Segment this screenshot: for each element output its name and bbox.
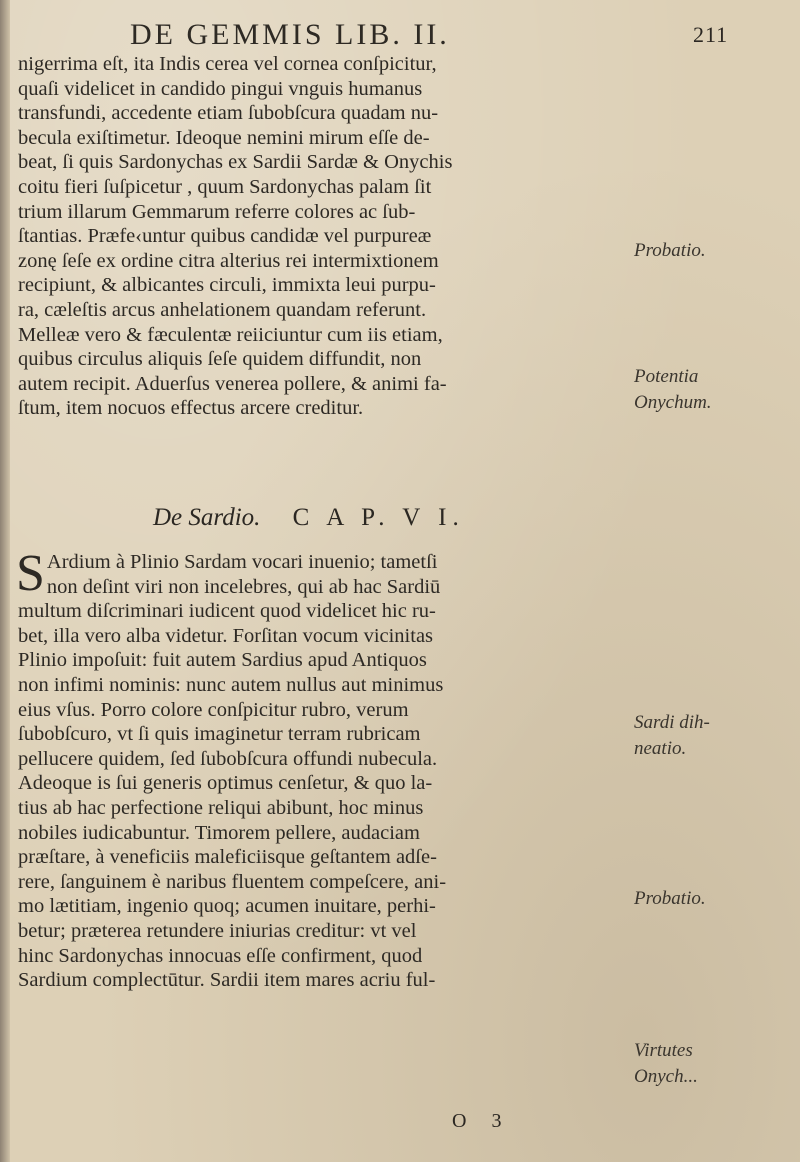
text-line: non infimi nominis: nunc autem nullus aut minimus (18, 673, 444, 696)
text-line: trium illarum Gemmarum referre colores ac ſub- (18, 200, 416, 223)
text-line: Plinio impoſuit: fuit autem Sardius apud Antiquos (18, 649, 427, 672)
text-line: ſtum, item nocuos effectus arcere creditur. (18, 397, 364, 420)
text-line-dropcap-2: non deſint viri non incelebres, qui ab hac Sardiū (46, 575, 441, 598)
text-line: becula exiſtimetur. Ideoque nemini mirum eſſe de- (18, 126, 430, 149)
body-text-paragraph-2 (16, 545, 628, 993)
text-line: recipiunt, & albicantes circuli, immixta leui purpu- (18, 274, 436, 297)
body-text-paragraph-1 (18, 52, 628, 421)
text-line: eius vſus. Porro colore conſpicitur rubro, verum (18, 698, 409, 721)
text-line: multum diſcriminari iudicent quod videlicet hic ru- (18, 600, 436, 623)
text-line: Sardium complectūtur. Sardii item mares acriu ful- (18, 969, 436, 992)
page-gutter-shadow (0, 0, 10, 1162)
chapter-number: C A P. V I. (292, 504, 465, 531)
text-line: betur; præterea retundere iniurias creditur: vt vel (18, 919, 417, 942)
running-head: DE GEMMIS LIB. II. (130, 18, 450, 51)
marginal-note: Virtutes (634, 1040, 693, 1061)
signature-mark: O 3 (452, 1110, 512, 1132)
text-line: autem recipit. Aduerſus venerea pollere, & animi fa- (18, 372, 447, 395)
text-line-dropcap-1: Ardium à Plinio Sardam vocari inuenio; tametſi (46, 551, 438, 573)
marginal-note: Probatio. (634, 888, 706, 909)
text-line: ſtantias. Præfe‹untur quibus candidæ vel purpureæ (18, 225, 432, 248)
text-line (16, 545, 628, 602)
text-line: Adeoque is ſui generis optimus cenſetur, & quo la- (18, 772, 433, 795)
text-line: mo lætitiam, ingenio quoq; acumen inuitare, perhi- (18, 895, 436, 918)
text-line: transfundi, accedente etiam ſubobſcura quadam nu- (18, 102, 439, 125)
text-line: zonę ſeſe ex ordine citra alterius rei intermixtionem (18, 249, 439, 272)
marginal-note: neatio. (634, 738, 687, 759)
text-line: nigerrima eſt, ita Indis cerea vel cornea conſpicitur, (18, 53, 437, 75)
text-line: quaſi videlicet in candido pingui vnguis humanus (18, 77, 423, 100)
text-line: ra, cæleſtis arcus anhelationem quandam referunt. (18, 298, 427, 321)
drop-capital: S (16, 545, 45, 602)
text-line: ſubobſcuro, vt ſi quis imaginetur terram rubricam (18, 723, 421, 746)
text-line: coitu fieri ſuſpicetur , quum Sardonychas palam ſit (18, 175, 432, 198)
chapter-heading (153, 504, 465, 532)
text-line: beat, ſi quis Sardonychas ex Sardii Sardæ & Onychis (18, 151, 453, 174)
marginal-note: Probatio. (634, 240, 706, 261)
marginal-note: Onychum. (634, 392, 712, 413)
text-line: quibus circulus aliquis ſeſe quidem diffundit, non (18, 348, 422, 371)
page-number: 211 (693, 22, 729, 47)
marginal-note: Onych... (634, 1066, 698, 1087)
marginal-note: Sardi dih- (634, 712, 710, 733)
chapter-title: De Sardio. (153, 504, 261, 531)
text-line: pellucere quidem, ſed ſubobſcura offundi nubecula. (18, 747, 438, 770)
text-line: tius ab hac perfectione reliqui abibunt, hoc minus (18, 796, 424, 819)
text-line: Melleæ vero & fæculentæ reiiciuntur cum iis etiam, (18, 323, 443, 346)
text-line: bet, illa vero alba videtur. Forſitan vocum vicinitas (18, 624, 434, 647)
text-line: hinc Sardonychas innocuas eſſe confirment, quod (18, 944, 423, 967)
marginal-note: Potentia (634, 366, 699, 387)
text-line: nobiles iudicabuntur. Timorem pellere, audaciam (18, 821, 420, 844)
text-line: præſtare, à veneficiis maleficiisque geſtantem adſe- (18, 846, 437, 869)
text-line: rere, ſanguinem è naribus fluentem compeſcere, ani- (18, 870, 447, 893)
